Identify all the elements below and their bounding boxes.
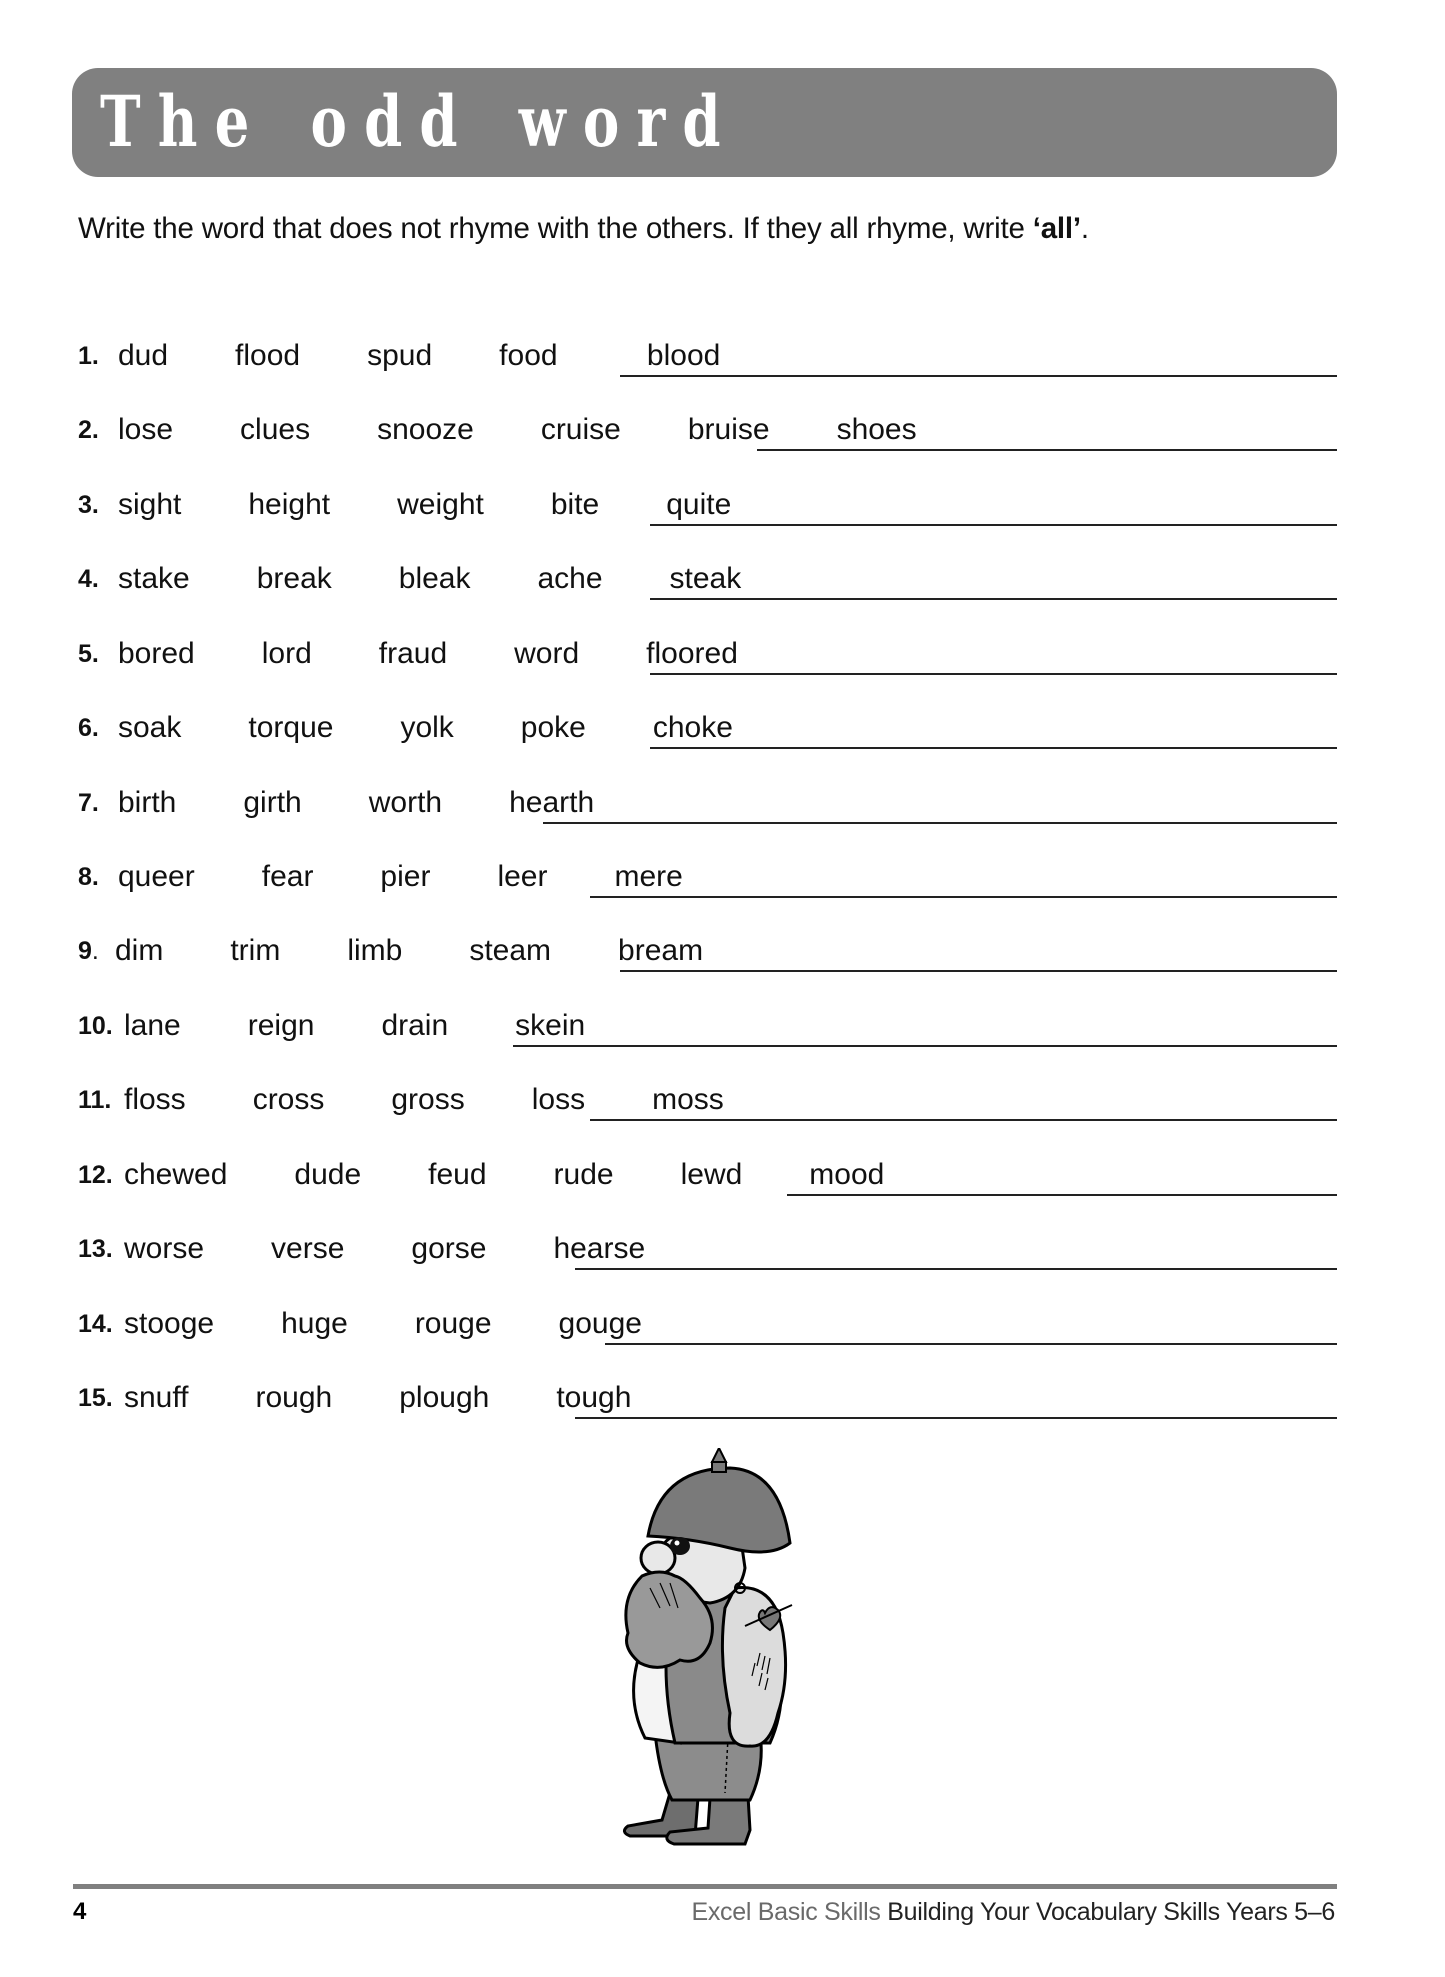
answer-line[interactable] (590, 1119, 1337, 1121)
instruction-text (78, 212, 1089, 246)
question-row-10 (0, 1007, 1445, 1047)
footer-rule (73, 1884, 1337, 1889)
answer-line[interactable] (650, 598, 1337, 600)
question-words: sight height weight bite quite (118, 488, 732, 521)
answer-line[interactable] (787, 1194, 1337, 1196)
question-row-8 (0, 858, 1445, 898)
question-words: queer fear pier leer mere (118, 860, 683, 893)
question-number: 13. (78, 1235, 113, 1263)
answer-line[interactable] (575, 1268, 1337, 1270)
book-title: Building Your Vocabulary Skills Years 5–6 (887, 1898, 1335, 1926)
question-words: stake break bleak ache steak (118, 562, 742, 595)
answer-line[interactable] (575, 1417, 1337, 1419)
question-words: bored lord fraud word floored (118, 637, 738, 670)
question-row-15 (0, 1379, 1445, 1419)
answer-line[interactable] (513, 1045, 1337, 1047)
question-number: 3. (78, 491, 99, 519)
number-dot: . (91, 937, 99, 965)
question-row-1 (0, 337, 1445, 377)
question-number: 12. (78, 1161, 113, 1189)
instruction-emphasis (1033, 212, 1081, 245)
question-row-4 (0, 560, 1445, 600)
question-number: 2. (78, 416, 99, 444)
footer-book-title (691, 1897, 1335, 1927)
answer-line[interactable] (650, 747, 1337, 749)
question-number: 14. (78, 1310, 113, 1338)
question-words: snuff rough plough tough (124, 1381, 632, 1414)
answer-line[interactable] (543, 822, 1337, 824)
question-row-3 (0, 486, 1445, 526)
question-number: 15. (78, 1384, 113, 1412)
answer-line[interactable] (590, 896, 1337, 898)
question-row-9 (0, 932, 1445, 972)
answer-line[interactable] (650, 524, 1337, 526)
answer-line[interactable] (757, 449, 1337, 451)
question-row-11 (0, 1081, 1445, 1121)
question-number: 7. (78, 789, 99, 817)
question-number (78, 936, 99, 966)
instruction-end: . (1080, 212, 1089, 245)
question-words: lane reign drain skein (124, 1009, 586, 1042)
quote-close: ’ (1072, 212, 1081, 245)
question-words: soak torque yolk poke choke (118, 711, 733, 744)
page-number: 4 (73, 1898, 87, 1925)
question-row-14 (0, 1305, 1445, 1345)
answer-line[interactable] (620, 375, 1337, 377)
question-words: dud flood spud food blood (118, 339, 721, 372)
question-row-7 (0, 784, 1445, 824)
answer-line[interactable] (620, 970, 1337, 972)
question-words: dim trim limb steam bream (115, 934, 704, 967)
question-number: 5. (78, 640, 99, 668)
question-row-2 (0, 411, 1445, 451)
question-words: worse verse gorse hearse (124, 1232, 646, 1265)
question-number: 11. (78, 1086, 112, 1114)
question-words: stooge huge rouge gouge (124, 1307, 642, 1340)
number-digit: 9 (78, 937, 92, 965)
question-words: floss cross gross loss moss (124, 1083, 724, 1116)
question-number: 10. (78, 1012, 113, 1040)
cartoon-soldier-icon (600, 1448, 820, 1848)
series-name: Excel Basic Skills (691, 1898, 881, 1926)
question-row-6 (0, 709, 1445, 749)
question-row-5 (0, 635, 1445, 675)
question-words: birth girth worth hearth (118, 786, 595, 819)
instruction-main: Write the word that does not rhyme with the others. If they all rhyme, write (78, 212, 1033, 245)
answer-line[interactable] (650, 673, 1337, 675)
question-row-12 (0, 1156, 1445, 1196)
question-number: 6. (78, 714, 99, 742)
question-number: 4. (78, 565, 99, 593)
quote-open: ‘ (1032, 212, 1041, 245)
question-number: 8. (78, 863, 99, 891)
answer-line[interactable] (605, 1343, 1337, 1345)
page-title: The odd word (100, 80, 738, 163)
question-number: 1. (78, 342, 99, 370)
emphasis-word: all (1040, 212, 1073, 245)
question-words: chewed dude feud rude lewd mood (124, 1158, 885, 1191)
question-words: lose clues snooze cruise bruise shoes (118, 413, 917, 446)
question-row-13 (0, 1230, 1445, 1270)
